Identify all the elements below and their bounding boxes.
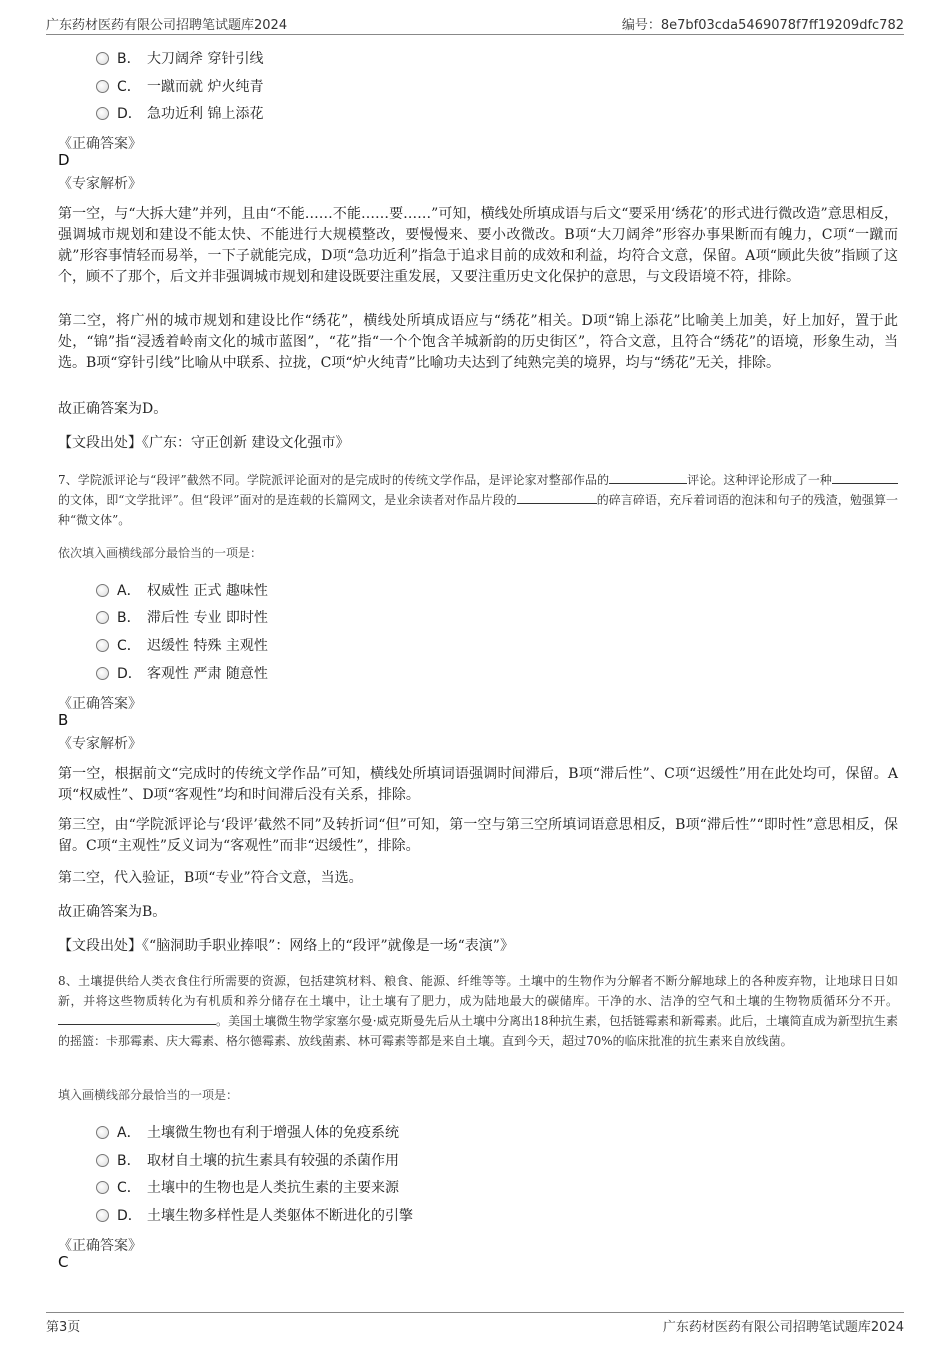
q8-option-b[interactable]: B． 取材自土壤的抗生素具有较强的杀菌作用 xyxy=(96,1150,399,1170)
q7-instruction: 依次填入画横线部分最恰当的一项是： xyxy=(58,546,263,560)
q8-option-c[interactable]: C． 土壤中的生物也是人类抗生素的主要来源 xyxy=(96,1177,399,1197)
q6-conclusion: 故正确答案为D。 xyxy=(58,401,168,417)
q6-analysis-para-2: 第二空，将广州的城市规划和建设比作“绣花”，横线处所填成语应与“绣花”相关。D项“锦上添花”比喻美上加美，好上加好，置于此处，“锦”指“浸透着岭南文化的城市蓝图”，“花”指“一个个饱含羊城新韵的历史街区”，符合文意，且符合“绣花”的语境，形象生动，当选。B项“穿针引线”比喻从中联系、拉拢，C项“炉火纯青”比喻功夫达到了纯熟完美的境界，均与“绣花”无关，排除。 xyxy=(58,313,898,371)
q8-blank xyxy=(58,1012,216,1025)
q6-answer: D xyxy=(58,151,70,169)
page-footer xyxy=(46,1312,904,1335)
header-serial: 编号：8e7bf03cda5469078f7ff19209dfc782 xyxy=(621,18,904,33)
radio-icon[interactable] xyxy=(96,1126,109,1139)
q8-option-a[interactable]: A． 土壤微生物也有利于增强人体的免疫系统 xyxy=(96,1122,399,1142)
radio-icon[interactable] xyxy=(96,667,109,680)
q7-option-c[interactable]: C． 迟缓性 特殊 主观性 xyxy=(96,635,268,655)
q7-analysis-para-1: 第一空，根据前文“完成时的传统文学作品”可知，横线处所填词语强调时间滞后，B项“滞后性”、C项“迟缓性”用在此处均可，保留。A项“权威性”、D项“客观性”均和时间滞后没有关系，排除。 xyxy=(58,766,898,803)
radio-icon[interactable] xyxy=(96,1181,109,1194)
q7-analysis-para-3: 第二空，代入验证，B项“专业”符合文意，当选。 xyxy=(58,870,363,886)
radio-icon[interactable] xyxy=(96,584,109,597)
q7-option-a[interactable]: A． 权威性 正式 趣味性 xyxy=(96,580,268,600)
q8-option-d[interactable]: D． 土壤生物多样性是人类躯体不断进化的引擎 xyxy=(96,1205,413,1225)
radio-icon[interactable] xyxy=(96,80,109,93)
q8-instruction: 填入画横线部分最恰当的一项是： xyxy=(58,1088,239,1102)
q7-answer: B xyxy=(58,711,69,729)
q7-blank-1 xyxy=(609,471,687,484)
radio-icon[interactable] xyxy=(96,611,109,624)
q6-option-c[interactable]: C． 一蹴而就 炉火纯青 xyxy=(96,76,263,96)
q7-stem: 7、学院派评论与“段评”截然不同。学院派评论面对的是完成时的传统文学作品，是评论家对整部作品的 评论。这种评论形成了一种的文体，即“文学批评”。但“段评”面对的是连载的长篇网文，是业余读者对作品片段的 的碎言碎语，充斥着词语的泡沫和句子的残渣，勉强算一种“微文体”。 xyxy=(58,473,898,527)
q8-answer: C xyxy=(58,1253,69,1271)
radio-icon[interactable] xyxy=(96,1154,109,1167)
header-title: 广东药材医药有限公司招聘笔试题库2024 xyxy=(46,18,288,33)
q8-answer-label: 《正确答案》 xyxy=(58,1238,142,1254)
q6-analysis-label: 《专家解析》 xyxy=(58,176,142,192)
q6-option-d[interactable]: D． 急功近利 锦上添花 xyxy=(96,103,263,123)
footer-title: 广东药材医药有限公司招聘笔试题库2024 xyxy=(662,1320,904,1335)
q6-answer-label: 《正确答案》 xyxy=(58,136,142,152)
q7-blank-3 xyxy=(517,491,597,504)
q7-conclusion: 故正确答案为B。 xyxy=(58,904,167,920)
radio-icon[interactable] xyxy=(96,1209,109,1222)
q7-answer-label: 《正确答案》 xyxy=(58,696,142,712)
q7-blank-2 xyxy=(832,471,898,484)
radio-icon[interactable] xyxy=(96,107,109,120)
q7-option-b[interactable]: B． 滞后性 专业 即时性 xyxy=(96,607,268,627)
radio-icon[interactable] xyxy=(96,52,109,65)
q7-analysis-label: 《专家解析》 xyxy=(58,736,142,752)
radio-icon[interactable] xyxy=(96,639,109,652)
page-number: 第3页 xyxy=(46,1320,81,1335)
q6-option-b[interactable]: B． 大刀阔斧 穿针引线 xyxy=(96,48,263,68)
q7-analysis-para-2: 第三空，由“学院派评论与‘段评’截然不同”及转折词“但”可知，第一空与第三空所填词语意思相反，B项“滞后性”“即时性”意思相反，保留。C项“主观性”反义词为“客观性”而非“迟缓性”，排除。 xyxy=(58,817,898,854)
q6-analysis-para-1: 第一空，与“大拆大建”并列，且由“不能……不能……要……”可知，横线处所填成语与后文“要采用‘绣花’的形式进行微改造”意思相反，强调城市规划和建设不能太快、不能进行大规模整改，要慢慢来、要小改微改。B项“大刀阔斧”形容办事果断而有魄力，C项“一蹴而就”形容事情轻而易举，一下子就能完成，D项“急功近利”指急于追求目前的成效和利益，均符合文意，保留。A项“顾此失彼”指顾了这个，顾不了那个，后文并非强调城市规划和建设既要注重发展，又要注重历史文化保护的意思，与文段语境不符，排除。 xyxy=(58,206,898,285)
q8-stem: 8、土壤提供给人类衣食住行所需要的资源，包括建筑材料、粮食、能源、纤维等等。土壤中的生物作为分解者不断分解地球上的各种废弃物，让地球日日如新，并将这些物质转化为有机质和养分储存在土壤中，让土壤有了肥力，成为陆地最大的碳储库。干净的水、洁净的空气和土壤的生物物质循环分不开。。美国土壤微生物学家塞尔曼·威克斯曼先后从土壤中分离出18种抗生素，包括链霉素和新霉素。此后，土壤简直成为新型抗生素的摇篮：卡那霉素、庆大霉素、格尔德霉素、放线菌素、林可霉素等都是来自土壤。直到今天，超过70%的临床批准的抗生素来自放线菌。 xyxy=(58,974,898,1048)
page-header xyxy=(46,12,904,35)
q6-source: 【文段出处】《广东：守正创新 建设文化强市》 xyxy=(58,435,350,451)
q7-source: 【文段出处】《“脑洞助手职业捧哏”：网络上的“段评”就像是一场“表演”》 xyxy=(58,938,514,954)
q7-option-d[interactable]: D． 客观性 严肃 随意性 xyxy=(96,663,268,683)
